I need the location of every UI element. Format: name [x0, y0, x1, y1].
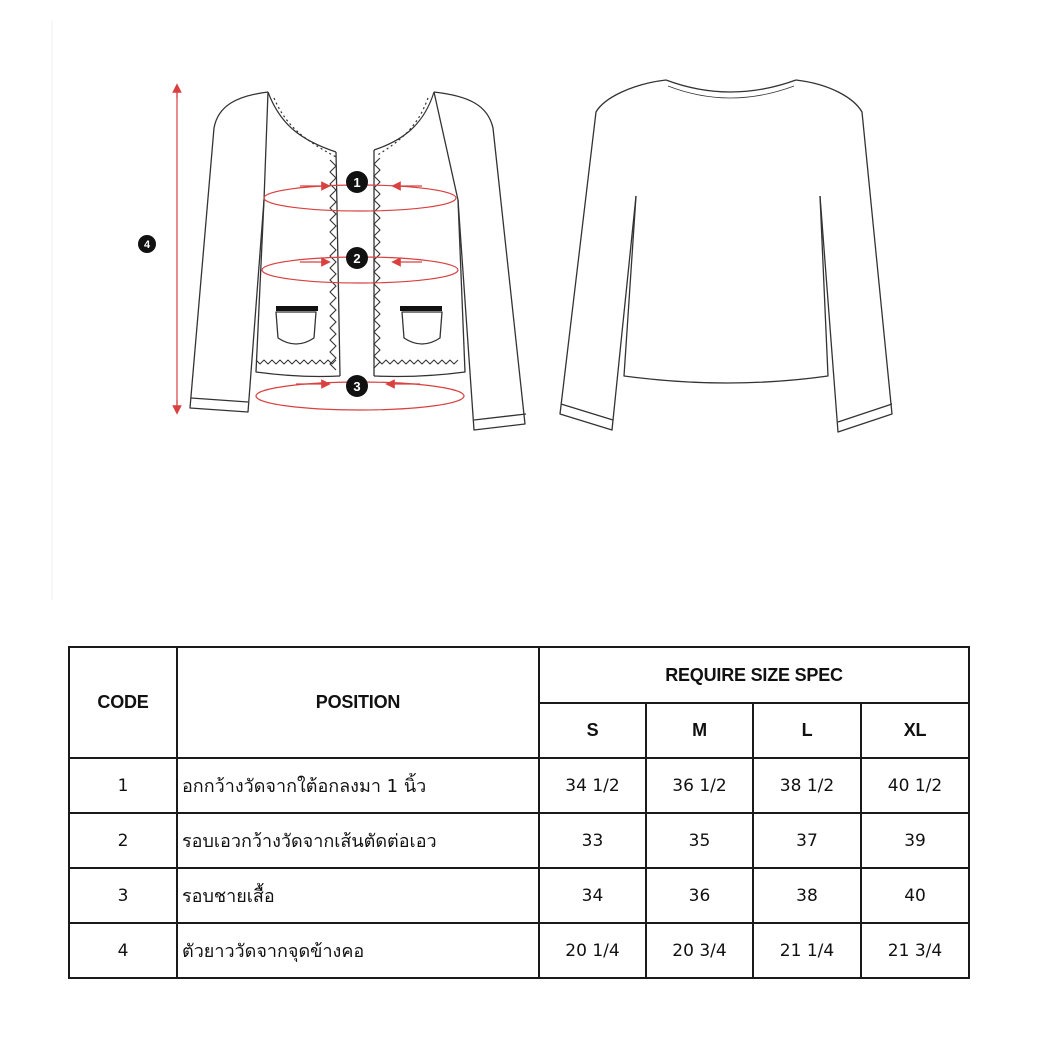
row-value-xl: 40 — [861, 868, 969, 923]
row-value-s: 34 — [539, 868, 646, 923]
row-value-xl: 21 3/4 — [861, 923, 969, 978]
table-row — [69, 813, 969, 868]
row-code: 1 — [69, 758, 177, 813]
row-value-m: 36 — [646, 868, 753, 923]
row-value-l: 37 — [753, 813, 861, 868]
marker-4 — [138, 235, 156, 253]
row-value-m: 36 1/2 — [646, 758, 753, 813]
row-value-xl: 39 — [861, 813, 969, 868]
marker-1-label: 1 — [353, 175, 361, 190]
row-value-m: 35 — [646, 813, 753, 868]
table-row — [69, 758, 969, 813]
row-value-s: 34 1/2 — [539, 758, 646, 813]
table-row — [69, 868, 969, 923]
header-position: POSITION — [177, 647, 539, 758]
header-size-s: S — [539, 703, 646, 758]
table-row — [69, 923, 969, 978]
row-value-s: 20 1/4 — [539, 923, 646, 978]
size-spec-table — [68, 646, 970, 979]
marker-2-label: 2 — [353, 251, 361, 266]
header-size-m: M — [646, 703, 753, 758]
row-position: รอบชายเสื้อ — [177, 868, 539, 923]
row-code: 2 — [69, 813, 177, 868]
marker-2 — [346, 247, 368, 269]
row-value-l: 38 1/2 — [753, 758, 861, 813]
row-position: อกกว้างวัดจากใต้อกลงมา 1 นิ้ว — [177, 758, 539, 813]
row-position: ตัวยาววัดจากจุดข้างคอ — [177, 923, 539, 978]
jacket-back-drawing — [560, 80, 892, 432]
row-value-s: 33 — [539, 813, 646, 868]
row-value-l: 21 1/4 — [753, 923, 861, 978]
pocket-flap-left — [276, 306, 318, 311]
header-size-xl: XL — [861, 703, 969, 758]
marker-4-label: 4 — [143, 239, 151, 251]
marker-3-label: 3 — [353, 379, 361, 394]
marker-1 — [346, 171, 368, 193]
header-code: CODE — [69, 647, 177, 758]
row-value-xl: 40 1/2 — [861, 758, 969, 813]
header-size-spec: REQUIRE SIZE SPEC — [539, 647, 969, 703]
pocket-flap-right — [400, 306, 442, 311]
measurement-guides — [177, 88, 464, 410]
row-value-l: 38 — [753, 868, 861, 923]
marker-3 — [346, 375, 368, 397]
row-position: รอบเอวกว้างวัดจากเส้นตัดต่อเอว — [177, 813, 539, 868]
row-code: 4 — [69, 923, 177, 978]
row-code: 3 — [69, 868, 177, 923]
header-size-l: L — [753, 703, 861, 758]
row-value-m: 20 3/4 — [646, 923, 753, 978]
